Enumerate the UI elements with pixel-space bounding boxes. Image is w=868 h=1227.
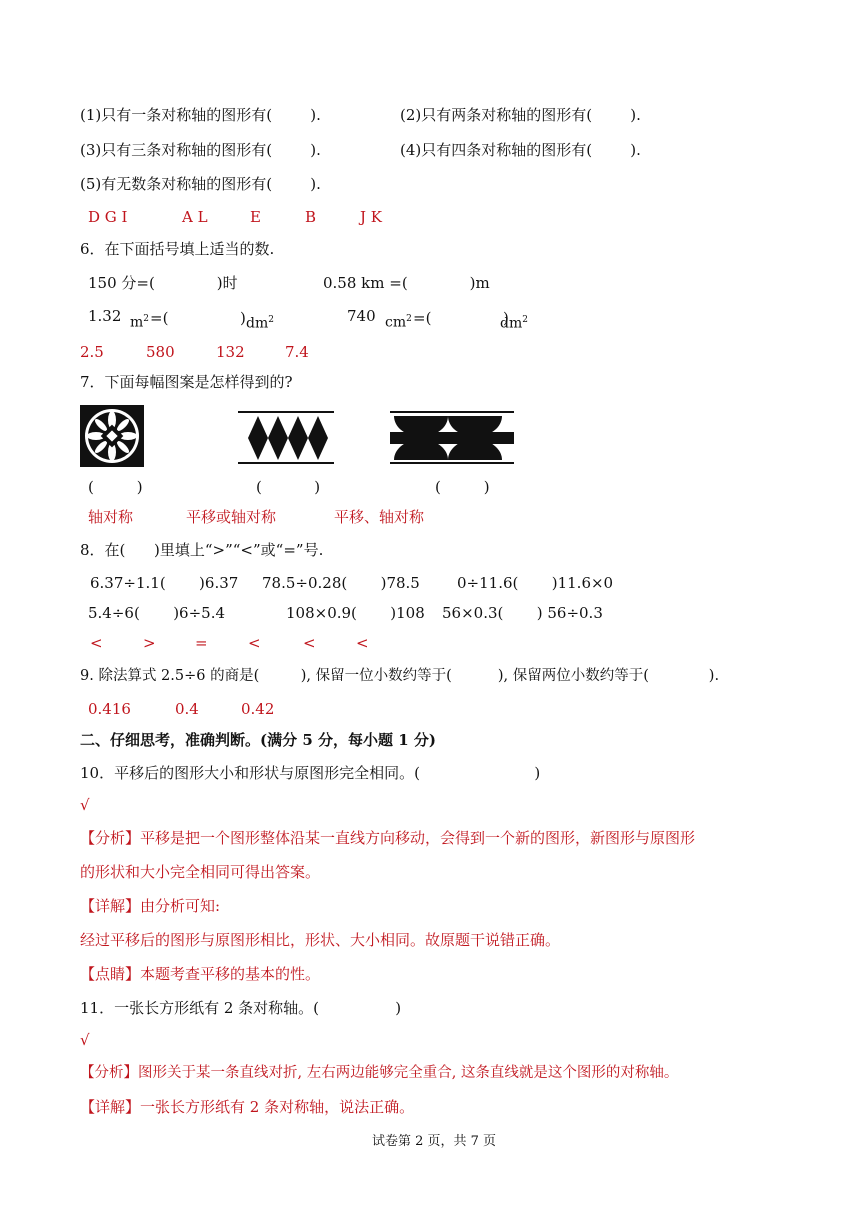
q8-answer-1: <: [90, 634, 103, 652]
q6-area-1-paren: =( ): [150, 309, 246, 327]
q11-title: 11．一张长方形纸有 2 条对称轴。( ): [80, 999, 402, 1017]
q10-detail-line-2: 经过平移后的图形与原图形相比，形状、大小相同。故原题干说错正确。: [80, 931, 561, 949]
q5-answer-3: E: [250, 208, 261, 226]
q8-row2-item1: 5.4÷6( )6÷5.4: [88, 604, 226, 622]
q5-answer-5: J K: [360, 208, 382, 226]
q6-answer-1: 2.5: [80, 343, 104, 361]
q5-item-2: (2)只有两条对称轴的图形有( ).: [400, 106, 641, 124]
q7-paren-2: ( ): [256, 478, 321, 496]
q5-answer-1: D G I: [88, 208, 128, 226]
q5-item-5: (5)有无数条对称轴的图形有( ).: [80, 175, 321, 193]
q10-analysis-line-1: [80, 831, 695, 846]
q6-area-1-unit: $m^2$: [130, 314, 150, 331]
q7-answer-1: 轴对称: [88, 508, 134, 526]
q8-answer-2: >: [143, 634, 156, 652]
q11-analysis-tag: 【分析】: [80, 1065, 138, 1081]
q5-item-3: (3)只有三条对称轴的图形有( ).: [80, 141, 321, 159]
q8-answer-5: <: [303, 634, 316, 652]
q7-paren-1: ( ): [88, 478, 143, 496]
q10-check-mark: √: [80, 796, 90, 814]
q8-answer-6: <: [356, 634, 369, 652]
q5-item-4: (4)只有四条对称轴的图形有( ).: [400, 141, 641, 159]
q6-answer-4: 7.4: [285, 343, 309, 361]
q6-area-1-unit-2: $dm^2$: [246, 315, 274, 332]
q5-item-1: (1)只有一条对称轴的图形有( ).: [80, 106, 321, 124]
q10-analysis-tag: 【分析】: [80, 829, 141, 847]
q11-analysis-line: [80, 1066, 678, 1081]
q6-title: 6．在下面括号填上适当的数.: [80, 240, 275, 258]
q10-comment-tag: 【点睛】: [80, 965, 141, 983]
q6-area-2-unit: $cm^2$: [385, 314, 412, 331]
q10-title: 10．平移后的图形大小和形状与原图形完全相同。( ): [80, 764, 541, 782]
rosette-pattern-figure: [80, 405, 144, 467]
q8-row2-item2: 108×0.9( )108: [286, 604, 425, 622]
q10-comment-line: [80, 967, 320, 982]
q6-item-time: 150 分=( )时: [88, 274, 238, 292]
semicircle-pattern-figure: [390, 410, 514, 465]
q8-answer-3: =: [195, 634, 208, 652]
section-2-heading: 二、仔细思考，准确判断。(满分 5 分，每小题 1 分): [80, 731, 436, 749]
q6-area-2-number: 740: [347, 307, 376, 325]
q8-title: 8．在( )里填上“>”“<”或“=”号.: [80, 541, 324, 559]
q6-answer-2: 580: [146, 343, 175, 361]
q10-detail-line-1: [80, 899, 220, 914]
q11-detail-text: 一张长方形纸有 2 条对称轴，说法正确。: [140, 1098, 415, 1116]
q10-detail-tag: 【详解】: [80, 897, 141, 915]
q7-answer-2: 平移或轴对称: [186, 508, 277, 526]
q6-area-2-paren: =( ): [413, 309, 509, 327]
q7-title: 7．下面每幅图案是怎样得到的?: [80, 373, 293, 391]
q10-comment-text: 本题考查平移的基本的性。: [140, 965, 321, 983]
q6-area-2-unit-2: $dm^2$: [500, 315, 528, 332]
q11-check-mark: √: [80, 1031, 90, 1049]
q11-detail-tag: 【详解】: [80, 1098, 141, 1116]
q11-detail-line: [80, 1100, 414, 1115]
q10-analysis-text: 平移是把一个图形整体沿某一直线方向移动，会得到一个新的图形，新图形与原图形: [140, 829, 696, 847]
q6-answer-3: 132: [216, 343, 245, 361]
q10-analysis-line-2: 的形状和大小完全相同可得出答案。: [80, 863, 321, 881]
q7-paren-3: ( ): [435, 478, 490, 496]
page-footer: 试卷第 2 页，共 7 页: [371, 1134, 497, 1149]
q6-area-1-number: 1.32: [88, 307, 122, 325]
diamond-pattern-figure: [238, 410, 334, 465]
q7-answer-3: 平移、轴对称: [334, 508, 425, 526]
q5-answer-4: B: [305, 208, 317, 226]
q10-detail-text: 由分析可知:: [140, 897, 221, 915]
q9-title: 9. 除法算式 2.5÷6 的商是( ), 保留一位小数约等于( ), 保留两位小数约等于( ).: [80, 668, 720, 684]
q8-row1-item1: 6.37÷1.1( )6.37: [90, 574, 239, 592]
q8-answer-4: <: [248, 634, 261, 652]
q6-item-length: 0.58 km =( )m: [323, 274, 490, 292]
q9-answer-2: 0.4: [175, 700, 199, 718]
q11-analysis-text: 图形关于某一条直线对折, 左右两边能够完全重合, 这条直线就是这个图形的对称轴。: [138, 1065, 679, 1081]
q8-row2-item3: 56×0.3( ) 56÷0.3: [442, 604, 603, 622]
q8-row1-item3: 0÷11.6( )11.6×0: [457, 574, 614, 592]
q9-answer-3: 0.42: [241, 700, 275, 718]
q8-row1-item2: 78.5÷0.28( )78.5: [262, 574, 420, 592]
q9-answer-1: 0.416: [88, 700, 131, 718]
q5-answer-2: A L: [182, 208, 208, 226]
